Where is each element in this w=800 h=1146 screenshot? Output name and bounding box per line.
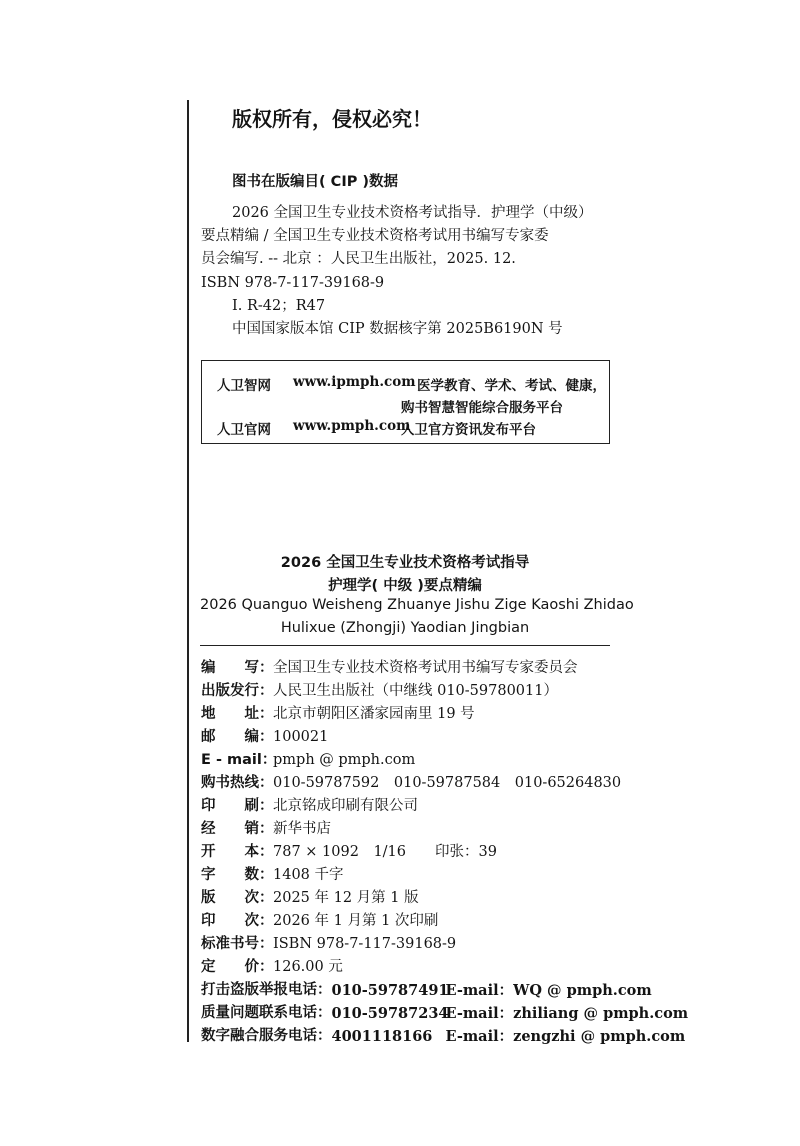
pub-value: 2025 年 12 月第 1 版	[273, 890, 419, 906]
pub-row	[201, 749, 688, 772]
publication-info	[201, 657, 688, 1048]
pub-label: 印 次：	[201, 913, 274, 929]
cip-title: 图书在版编目( CIP )数据	[232, 174, 399, 190]
pub-value: 全国卫生专业技术资格考试用书编写专家委员会	[273, 660, 578, 676]
pub-label: 标准书号：	[201, 936, 274, 952]
cip-line: 员会编写. -- 北京 ：人民卫生出版社，2025. 12.	[201, 251, 516, 268]
contact-phone: 010-59787491	[331, 982, 449, 999]
guanwang-desc: 人卫官方资讯发布平台	[401, 422, 536, 438]
pub-label: 字 数：	[201, 867, 274, 883]
pub-email[interactable]: pmph @ pmph.com	[273, 752, 416, 768]
pub-row	[201, 887, 688, 910]
contact-row	[201, 1002, 688, 1025]
pub-row	[201, 772, 688, 795]
pub-row	[201, 726, 688, 749]
pub-row	[201, 657, 688, 680]
contact-label: 数字融合服务电话：	[201, 1028, 332, 1044]
contact-email[interactable]: E-mail：WQ @ pmph.com	[445, 982, 652, 999]
contact-email[interactable]: E-mail：zhiliang @ pmph.com	[445, 1005, 689, 1022]
contact-row	[201, 1025, 688, 1048]
pub-label: 出版发行：	[201, 683, 274, 699]
pub-value: 北京市朝阳区潘家园南里 19 号	[273, 706, 475, 722]
pub-label: 开 本：	[201, 844, 274, 860]
pub-row	[201, 956, 688, 979]
pub-label: 定 价：	[201, 959, 274, 975]
pub-value: 新华书店	[273, 821, 331, 837]
pub-value: 787 × 1092 1/16 印张：39	[273, 844, 497, 860]
pub-value: 126.00 元	[273, 959, 343, 975]
book-title-cn: 2026 全国卫生专业技术资格考试指导	[280, 555, 530, 571]
pub-value: 北京铭成印刷有限公司	[273, 798, 418, 814]
contact-row	[201, 979, 688, 1002]
pub-value: 010-59787592 010-59787584 010-65264830	[273, 775, 622, 791]
pub-label: 经 销：	[201, 821, 274, 837]
guanwang-name: 人卫官网	[217, 422, 271, 438]
pub-label: 地 址：	[201, 706, 274, 722]
contact-label: 质量问题联系电话：	[201, 1005, 332, 1021]
pub-value: 2026 年 1 月第 1 次印刷	[273, 913, 439, 929]
pub-label: E - mail：	[201, 752, 277, 768]
cip-line: ISBN 978-7-117-39168-9	[201, 274, 385, 291]
contact-label: 打击盗版举报电话：	[201, 982, 332, 998]
zhiwang-url[interactable]: www.ipmph.com	[293, 374, 416, 390]
pub-value: 100021	[273, 729, 329, 745]
book-subtitle-pinyin: Hulixue (Zhongji) Yaodian Jingbian	[280, 620, 530, 636]
zhiwang-desc: 医学教育、学术、考试、健康，	[417, 378, 606, 394]
pub-value: ISBN 978-7-117-39168-9	[273, 936, 457, 952]
guanwang-url[interactable]: www.pmph.com	[293, 418, 411, 434]
pub-row	[201, 795, 688, 818]
pub-value: 人民卫生出版社（中继线 010-59780011）	[273, 683, 558, 699]
copyright-notice: 版权所有，侵权必究！	[232, 107, 432, 131]
contact-phone: 010-59787234	[331, 1005, 449, 1022]
cip-block	[201, 202, 593, 341]
pub-row	[201, 910, 688, 933]
zhiwang-name: 人卫智网	[217, 378, 271, 394]
cip-line: Ⅰ. R-42；R47	[232, 297, 326, 314]
book-subtitle-cn: 护理学( 中级 )要点精编	[328, 578, 482, 594]
zhiwang-desc: 购书智慧智能综合服务平台	[401, 400, 563, 416]
cip-line: 要点精编 / 全国卫生专业技术资格考试用书编写专家委	[201, 228, 549, 245]
contact-email[interactable]: E-mail：zengzhi @ pmph.com	[445, 1028, 686, 1045]
platform-box	[201, 360, 610, 444]
book-title-pinyin: 2026 Quanguo Weisheng Zhuanye Jishu Zige Kaoshi Zhidao	[200, 597, 634, 613]
pub-row	[201, 933, 688, 956]
pub-label: 购书热线：	[201, 775, 274, 791]
pub-row	[201, 864, 688, 887]
cip-line: 2026 全国卫生专业技术资格考试指导．护理学（中级）	[232, 205, 593, 221]
pub-label: 编 写：	[201, 660, 274, 676]
cip-line: 中国国家版本馆 CIP 数据核字第 2025B6190N 号	[232, 320, 563, 337]
margin-rule	[187, 100, 189, 1042]
pub-row	[201, 703, 688, 726]
pub-row	[201, 841, 688, 864]
title-divider	[200, 645, 610, 646]
pub-row	[201, 818, 688, 841]
pub-label: 印 刷：	[201, 798, 274, 814]
contact-phone: 4001118166	[331, 1028, 433, 1045]
pub-label: 邮 编：	[201, 729, 274, 745]
pub-value: 1408 千字	[273, 867, 344, 883]
pub-label: 版 次：	[201, 890, 274, 906]
pub-row	[201, 680, 688, 703]
